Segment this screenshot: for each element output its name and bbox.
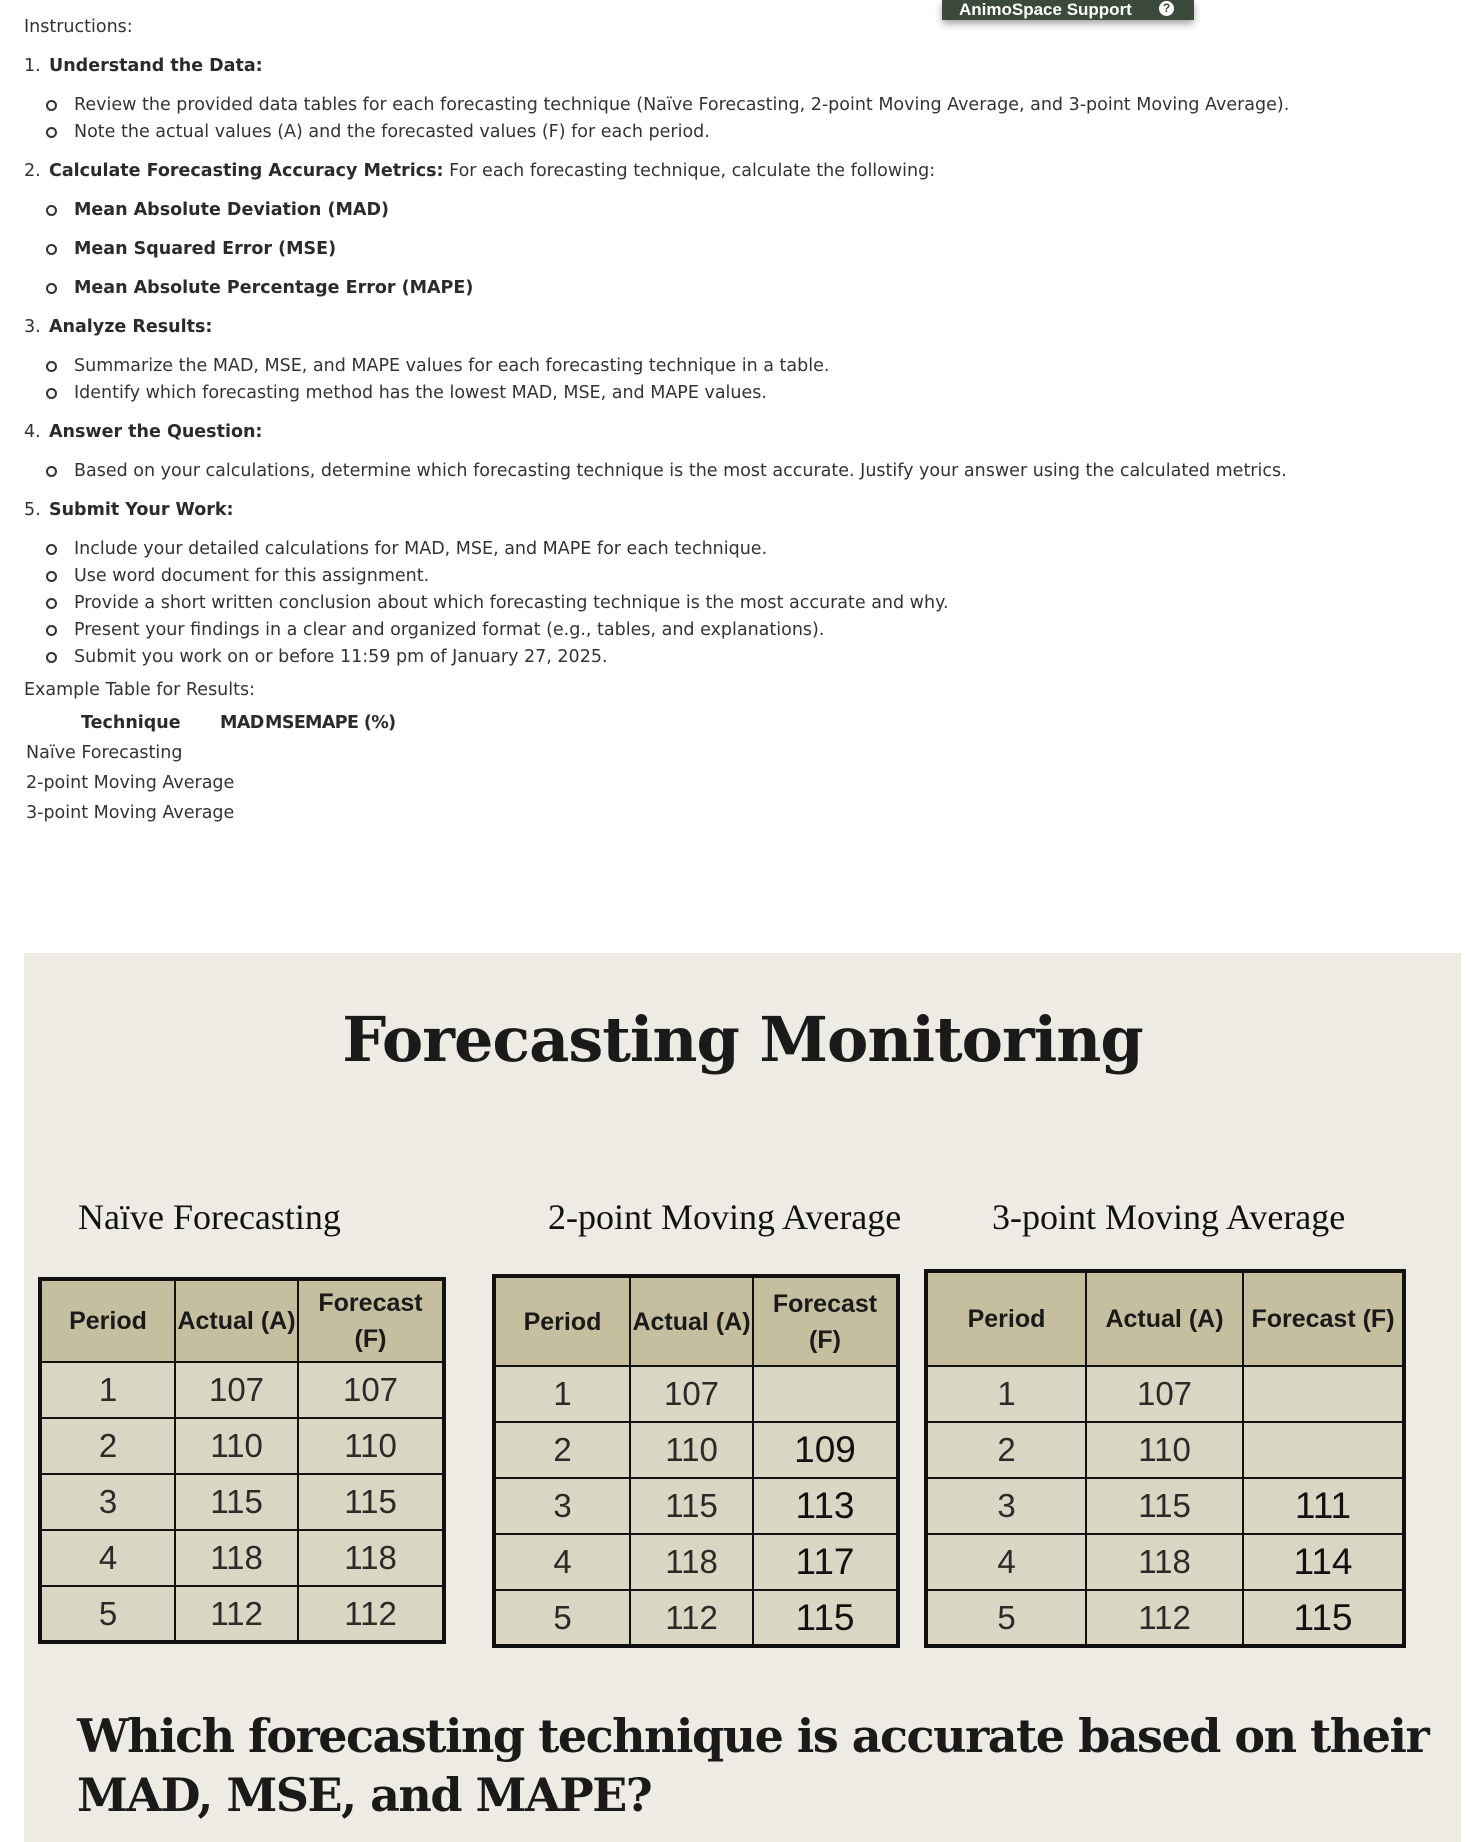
step-3-bullet-2: Identify which forecasting method has the lowest MAD, MSE, and MAPE values. — [74, 383, 767, 403]
instructions-label: Instructions: — [24, 17, 133, 37]
step-5-bullet-4: Present your findings in a clear and organized format (e.g., tables, and explanations). — [74, 620, 825, 640]
cell: 5 — [494, 1590, 630, 1646]
step-2-text: For each forecasting technique, calculate the following: — [449, 161, 936, 181]
cell: 113 — [753, 1478, 898, 1534]
cell: 118 — [630, 1534, 753, 1590]
table-row — [40, 1418, 444, 1474]
cell: 107 — [1086, 1366, 1243, 1422]
bullet-icon — [46, 361, 57, 372]
step-2-bullet-2: Mean Squared Error (MSE) — [74, 239, 337, 259]
step-5-bullet-3: Provide a short written conclusion about which forecasting technique is the most accurate and why. — [74, 593, 949, 613]
cell: 4 — [926, 1534, 1086, 1590]
cell: 110 — [630, 1422, 753, 1478]
step-3-bullet-1: Summarize the MAD, MSE, and MAPE values for each forecasting technique in a table. — [74, 356, 830, 376]
step-1-title: Understand the Data: — [49, 56, 263, 76]
step-1-number: 1. — [24, 56, 41, 76]
cell: 115 — [1086, 1478, 1243, 1534]
cell: 2 — [926, 1422, 1086, 1478]
table-row — [494, 1590, 898, 1646]
bullet-icon — [46, 100, 57, 111]
cell: 4 — [494, 1534, 630, 1590]
table-row — [494, 1534, 898, 1590]
forecasting-monitoring-panel — [24, 953, 1461, 1842]
bullet-icon — [46, 244, 57, 255]
cell: 111 — [1243, 1478, 1404, 1534]
step-2-line — [49, 160, 935, 182]
cell: 1 — [40, 1362, 175, 1418]
example-row-naive: Naïve Forecasting — [26, 743, 183, 763]
cell: 115 — [298, 1474, 444, 1530]
step-1-bullet-1: Review the provided data tables for each forecasting technique (Naïve Forecasting, 2-point Moving Average, and 3-point Moving Average). — [74, 95, 1290, 115]
header-cell: Forecast (F) — [298, 1279, 444, 1362]
header-cell: Actual (A) — [1086, 1271, 1243, 1366]
naive-table — [38, 1277, 446, 1644]
header-cell: Actual (A) — [630, 1276, 753, 1366]
cell: 114 — [1243, 1534, 1404, 1590]
bullet-icon — [46, 466, 57, 477]
cell: 3 — [40, 1474, 175, 1530]
2pt-table — [492, 1274, 900, 1648]
cell: 110 — [298, 1418, 444, 1474]
2pt-section-title: 2-point Moving Average — [548, 1197, 902, 1237]
example-header-mad: MAD — [220, 713, 264, 733]
cell: 5 — [926, 1590, 1086, 1646]
cell: 2 — [494, 1422, 630, 1478]
cell — [753, 1366, 898, 1422]
header-cell: Period — [40, 1279, 175, 1362]
step-4-bullet-1: Based on your calculations, determine which forecasting technique is the most accurate. Justify your answer using the calculated metrics. — [74, 461, 1287, 481]
cell: 112 — [175, 1586, 298, 1642]
cell: 115 — [753, 1590, 898, 1646]
cell: 3 — [494, 1478, 630, 1534]
table-row — [926, 1590, 1404, 1646]
help-icon: ? — [1159, 1, 1174, 16]
cell — [1243, 1366, 1404, 1422]
step-3-title: Analyze Results: — [49, 317, 213, 337]
table-row — [40, 1474, 444, 1530]
step-5-bullet-1: Include your detailed calculations for MAD, MSE, and MAPE for each technique. — [74, 539, 768, 559]
cell: 3 — [926, 1478, 1086, 1534]
example-header-mse: MSE — [265, 713, 306, 733]
table-row — [40, 1586, 444, 1642]
table-row — [40, 1530, 444, 1586]
cell: 118 — [298, 1530, 444, 1586]
question-text: Which forecasting technique is accurate based on their MAD, MSE, and MAPE? — [77, 1709, 1429, 1822]
bullet-icon — [46, 652, 57, 663]
step-5-bullet-2: Use word document for this assignment. — [74, 566, 430, 586]
cell: 115 — [175, 1474, 298, 1530]
step-2-title: Calculate Forecasting Accuracy Metrics: — [49, 161, 444, 181]
cell: 110 — [175, 1418, 298, 1474]
bullet-icon — [46, 127, 57, 138]
cell: 112 — [630, 1590, 753, 1646]
step-5-bullet-5: Submit you work on or before 11:59 pm of January 27, 2025. — [74, 647, 608, 667]
header-cell: Forecast (F) — [753, 1276, 898, 1366]
table-row — [926, 1422, 1404, 1478]
cell: 1 — [494, 1366, 630, 1422]
bullet-icon — [46, 625, 57, 636]
cell: 107 — [630, 1366, 753, 1422]
cell: 115 — [1243, 1590, 1404, 1646]
table-row — [494, 1366, 898, 1422]
cell: 117 — [753, 1534, 898, 1590]
table-row — [926, 1478, 1404, 1534]
example-table-label: Example Table for Results: — [24, 680, 256, 700]
step-3-number: 3. — [24, 317, 41, 337]
bullet-icon — [46, 598, 57, 609]
header-cell: Period — [494, 1276, 630, 1366]
step-2-number: 2. — [24, 161, 41, 181]
panel-title: Forecasting Monitoring — [342, 1003, 1143, 1076]
3pt-section-title: 3-point Moving Average — [992, 1197, 1346, 1237]
cell: 4 — [40, 1530, 175, 1586]
cell: 107 — [175, 1362, 298, 1418]
cell: 112 — [1086, 1590, 1243, 1646]
step-4-number: 4. — [24, 422, 41, 442]
table-row — [494, 1422, 898, 1478]
table-row — [926, 1534, 1404, 1590]
step-5-number: 5. — [24, 500, 41, 520]
cell: 109 — [753, 1422, 898, 1478]
cell: 5 — [40, 1586, 175, 1642]
cell: 2 — [40, 1418, 175, 1474]
bullet-icon — [46, 205, 57, 216]
table-row — [494, 1478, 898, 1534]
cell: 118 — [175, 1530, 298, 1586]
cell: 118 — [1086, 1534, 1243, 1590]
step-4-title: Answer the Question: — [49, 422, 263, 442]
naive-section-title: Naïve Forecasting — [78, 1197, 341, 1237]
cell — [1243, 1422, 1404, 1478]
cell: 107 — [298, 1362, 444, 1418]
example-row-2pt: 2-point Moving Average — [26, 773, 235, 793]
animospace-support-button[interactable] — [942, 0, 1194, 20]
step-1-bullet-2: Note the actual values (A) and the forecasted values (F) for each period. — [74, 122, 710, 142]
header-cell: Period — [926, 1271, 1086, 1366]
bullet-icon — [46, 388, 57, 399]
cell: 115 — [630, 1478, 753, 1534]
3pt-table — [924, 1269, 1406, 1648]
header-cell: Forecast (F) — [1243, 1271, 1404, 1366]
step-2-bullet-3: Mean Absolute Percentage Error (MAPE) — [74, 278, 474, 298]
example-header-mape: MAPE (%) — [305, 713, 396, 733]
bullet-icon — [46, 283, 57, 294]
step-5-title: Submit Your Work: — [49, 500, 234, 520]
step-2-bullet-1: Mean Absolute Deviation (MAD) — [74, 200, 389, 220]
cell: 112 — [298, 1586, 444, 1642]
bullet-icon — [46, 544, 57, 555]
cell: 110 — [1086, 1422, 1243, 1478]
header-cell: Actual (A) — [175, 1279, 298, 1362]
table-row — [926, 1366, 1404, 1422]
support-label: AnimoSpace Support — [959, 0, 1132, 19]
bullet-icon — [46, 571, 57, 582]
example-row-3pt: 3-point Moving Average — [26, 803, 235, 823]
example-header-technique: Technique — [81, 713, 181, 733]
table-row — [40, 1362, 444, 1418]
cell: 1 — [926, 1366, 1086, 1422]
